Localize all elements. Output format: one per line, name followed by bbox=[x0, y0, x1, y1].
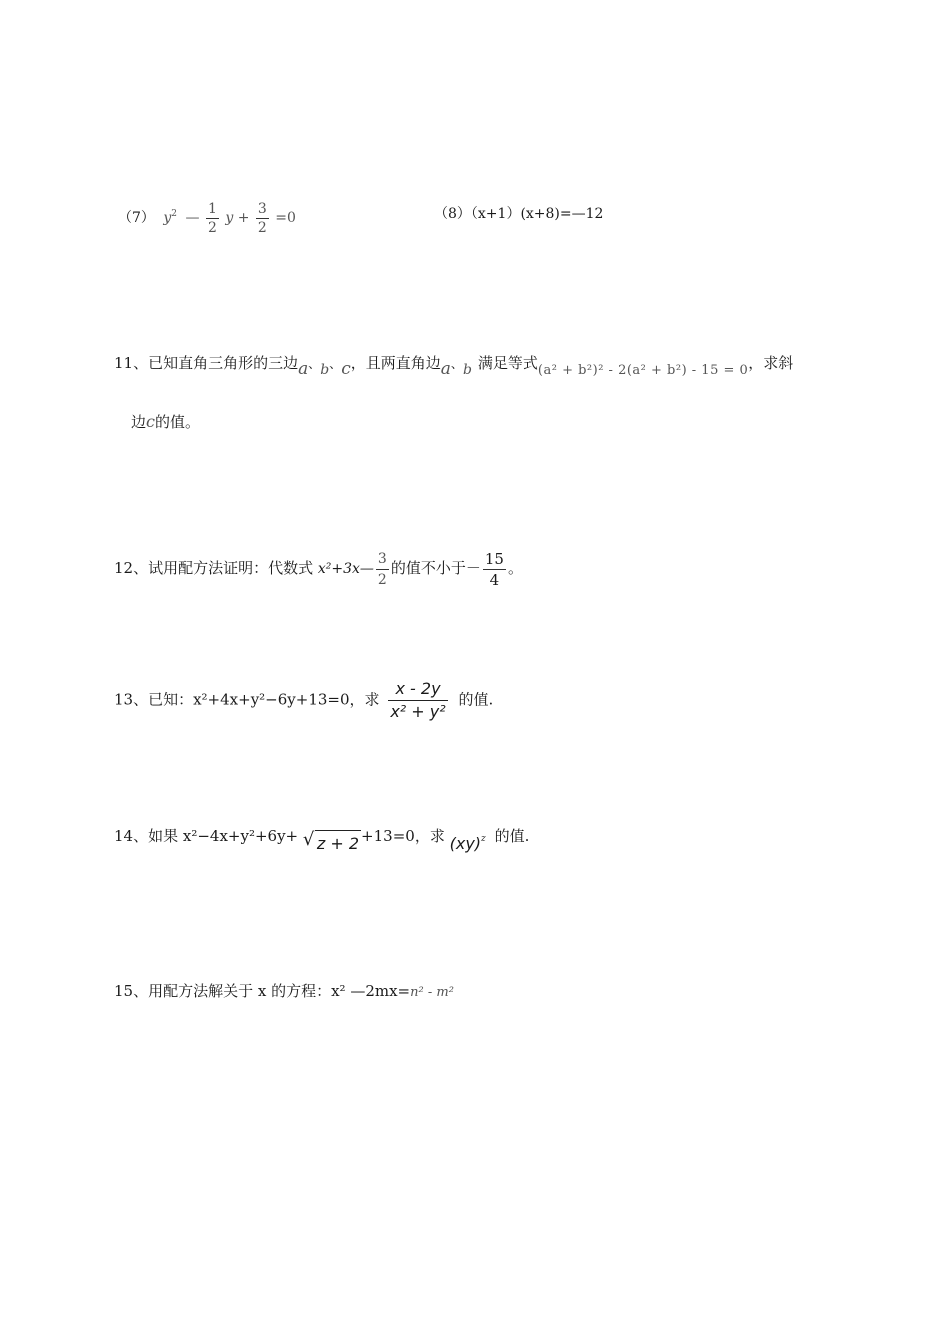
q11-text-6: 的值。 bbox=[154, 413, 200, 431]
q11-var-b: b bbox=[320, 362, 330, 378]
question-15 bbox=[114, 979, 454, 1005]
q7-var-y: y bbox=[163, 210, 172, 226]
question-7 bbox=[118, 198, 296, 238]
q14-square-root bbox=[303, 830, 361, 857]
q11-var-a2: a bbox=[440, 359, 451, 379]
q15-rhs: n² - m² bbox=[410, 985, 454, 1000]
q11-var-c: c bbox=[341, 359, 351, 379]
question-11-line-2 bbox=[131, 410, 200, 434]
q8-text: （8）（x+1）(x+8)=—12 bbox=[434, 206, 604, 222]
q11-var-a: a bbox=[298, 359, 309, 379]
q7-fraction-1 bbox=[206, 200, 219, 237]
q11-sep-3: 、 bbox=[450, 357, 463, 371]
q11-var-b2: b bbox=[462, 362, 472, 378]
q12-fraction-1 bbox=[376, 549, 389, 590]
q14-exponent: z bbox=[481, 834, 486, 844]
q11-text-3: 满足等式 bbox=[477, 354, 538, 372]
q14-middle: +13=0，求 bbox=[361, 827, 445, 845]
q13-prefix: 13、已知：x²+4x+y²−6y+13=0，求 bbox=[114, 690, 380, 709]
q12-frac2-numerator: 15 bbox=[484, 549, 504, 568]
q11-var-c2: c bbox=[146, 412, 155, 431]
q7-equals: =0 bbox=[275, 210, 296, 226]
q7-frac1-denominator: 2 bbox=[207, 219, 217, 236]
q12-frac2-denominator: 4 bbox=[483, 569, 506, 590]
q14-suffix: 的值. bbox=[494, 827, 530, 845]
q11-text-4: ，求斜 bbox=[748, 354, 794, 372]
question-12 bbox=[114, 546, 523, 591]
q11-sep-2: 、 bbox=[329, 357, 342, 371]
q13-fraction bbox=[388, 678, 447, 723]
q14-radicand: z + 2 bbox=[315, 830, 361, 857]
q7-plus: + bbox=[237, 210, 250, 226]
q11-sep-1: 、 bbox=[308, 357, 321, 371]
q7-frac2-numerator: 3 bbox=[257, 200, 267, 217]
q7-fraction-2 bbox=[256, 200, 269, 237]
q14-prefix: 14、如果 x²−4x+y²+6y+ bbox=[114, 827, 299, 845]
q12-frac1-numerator: 3 bbox=[377, 550, 387, 567]
q12-middle: 的值不小于－ bbox=[390, 559, 481, 577]
q7-frac1-numerator: 1 bbox=[207, 200, 217, 217]
q12-fraction-2 bbox=[483, 549, 506, 590]
question-8 bbox=[434, 204, 603, 224]
q11-text-2: ，且两直角边 bbox=[350, 354, 441, 372]
radical-icon: √ bbox=[302, 829, 315, 850]
q14-expression: (xy) bbox=[449, 834, 482, 853]
q7-label: （7） bbox=[118, 210, 155, 226]
q7-exponent: 2 bbox=[171, 209, 178, 219]
q13-numerator: x - 2y bbox=[395, 679, 441, 698]
q12-suffix: 。 bbox=[507, 559, 523, 577]
q7-minus: — bbox=[185, 210, 200, 226]
q7-var-y2: y bbox=[225, 210, 234, 226]
q7-frac2-denominator: 2 bbox=[257, 219, 267, 236]
q11-equation: (a² + b²)² - 2(a² + b²) - 15 = 0 bbox=[537, 363, 749, 378]
q11-text-1: 11、已知直角三角形的三边 bbox=[114, 354, 299, 372]
q13-denominator: x² + y² bbox=[390, 702, 446, 721]
q12-expression: x²+3x— bbox=[317, 561, 374, 577]
q12-frac1-denominator: 2 bbox=[376, 569, 389, 590]
q15-prefix: 15、用配方法解关于 x 的方程：x² —2mx= bbox=[114, 982, 411, 1000]
q13-suffix: 的值. bbox=[458, 690, 494, 709]
q12-prefix: 12、试用配方法证明：代数式 bbox=[114, 559, 314, 577]
question-13 bbox=[114, 678, 493, 723]
question-14 bbox=[114, 822, 530, 853]
question-11-line-1 bbox=[114, 350, 793, 378]
q11-text-5: 边 bbox=[131, 413, 147, 431]
